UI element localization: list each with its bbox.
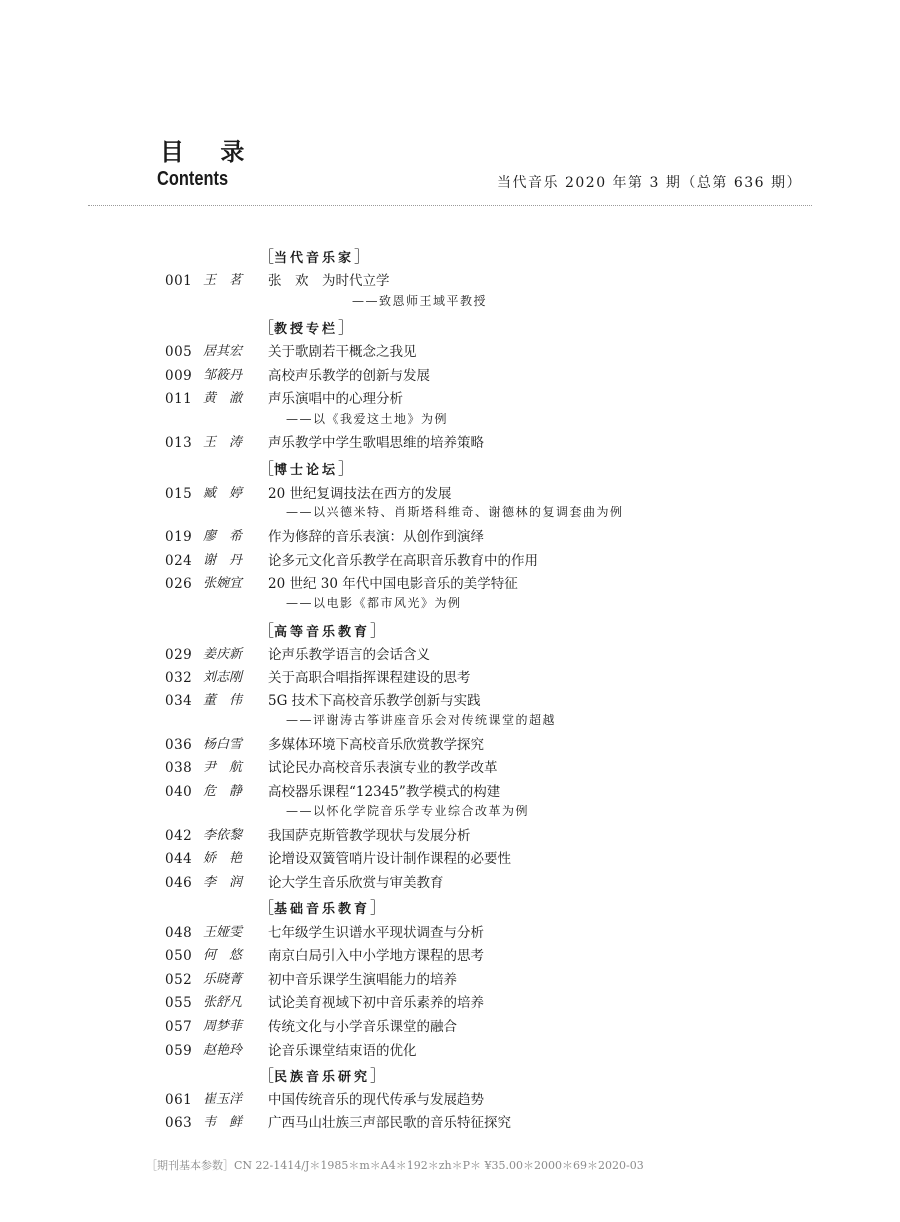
article-title: 5G 技术下高校音乐教学创新与实践 <box>268 693 481 709</box>
article-title: 声乐演唱中的心理分析 <box>268 391 403 407</box>
author: 姜庆新 <box>203 647 243 662</box>
article-title: 多媒体环境下高校音乐欣赏教学探究 <box>268 737 484 753</box>
author: 崔玉洋 <box>203 1092 243 1107</box>
page-number: 061 <box>165 1092 193 1108</box>
page-number: 042 <box>165 828 193 844</box>
author: 张婉宜 <box>203 576 243 591</box>
article-subtitle: ——以电影《都市风光》为例 <box>286 596 462 610</box>
article-title: 论多元文化音乐教学在高职音乐教育中的作用 <box>268 553 538 569</box>
section-name: 高等音乐教育 <box>274 625 371 640</box>
issue-info: 当代音乐 2020 年第 3 期（总第 636 期） <box>497 175 802 191</box>
article-title: 广西马山壮族三声部民歌的音乐特征探究 <box>268 1115 511 1131</box>
article-title: 七年级学生识谱水平现状调查与分析 <box>268 925 484 941</box>
article-subtitle: ——以怀化学院音乐学专业综合改革为例 <box>286 804 530 818</box>
page-number: 015 <box>165 486 193 502</box>
page-title-en: Contents <box>157 168 229 190</box>
page-number: 005 <box>165 344 193 360</box>
author: 杨白雪 <box>203 737 243 752</box>
page-number: 036 <box>165 737 193 753</box>
page-number: 024 <box>165 553 193 569</box>
article-title: 论大学生音乐欣赏与审美教育 <box>268 875 444 891</box>
article-subtitle: ——以兴德米特、肖斯塔科维奇、谢德林的复调套曲为例 <box>286 505 624 519</box>
author: 尹 航 <box>203 760 243 775</box>
author: 王 茗 <box>203 273 243 288</box>
page-number: 063 <box>165 1115 193 1131</box>
bracket: ［ <box>258 459 275 478</box>
article-subtitle: ——评谢涛古筝讲座音乐会对传统课堂的超越 <box>286 713 557 727</box>
page-number: 055 <box>165 995 193 1011</box>
section-heading <box>258 247 370 267</box>
author: 居其宏 <box>203 344 243 359</box>
bracket: ［ <box>258 621 275 640</box>
page-number: 040 <box>165 784 193 800</box>
article-title: 作为修辞的音乐表演：从创作到演绎 <box>268 529 484 545</box>
page-number: 034 <box>165 693 193 709</box>
section-heading <box>258 898 386 918</box>
author: 赵艳玲 <box>203 1043 243 1058</box>
article-title: 20 世纪复调技法在西方的发展 <box>268 486 452 502</box>
bracket: ］ <box>338 318 355 337</box>
article-subtitle: ——以《我爱这土地》为例 <box>286 412 449 426</box>
section-name: 当代音乐家 <box>274 251 355 266</box>
section-name: 博士论坛 <box>274 463 339 478</box>
article-title: 张 欢 为时代立学 <box>268 273 390 289</box>
article-title: 声乐教学中学生歌唱思维的培养策略 <box>268 435 484 451</box>
author: 李依黎 <box>203 828 243 843</box>
article-title: 高校器乐课程“12345”教学模式的构建 <box>268 784 501 800</box>
author: 廖 希 <box>203 529 243 544</box>
page-number: 029 <box>165 647 193 663</box>
article-title: 论音乐课堂结束语的优化 <box>268 1043 417 1059</box>
section-heading <box>258 318 354 338</box>
page-title-cn: 目 录 <box>160 138 259 166</box>
author: 王娅雯 <box>203 925 243 940</box>
page-number: 026 <box>165 576 193 592</box>
author: 张舒凡 <box>203 995 243 1010</box>
bracket: ］ <box>354 247 371 266</box>
bracket: ］ <box>370 1066 387 1085</box>
article-title: 关于高职合唱指挥课程建设的思考 <box>268 670 471 686</box>
page-number: 038 <box>165 760 193 776</box>
article-title: 我国萨克斯管教学现状与发展分析 <box>268 828 471 844</box>
article-title: 论增设双簧管哨片设计制作课程的必要性 <box>268 851 511 867</box>
section-heading <box>258 621 386 641</box>
article-title: 论声乐教学语言的会话含义 <box>268 647 430 663</box>
author: 臧 婷 <box>203 486 243 501</box>
bracket: ］ <box>338 459 355 478</box>
author: 王 涛 <box>203 435 243 450</box>
article-subtitle: ——致恩师王域平教授 <box>352 294 488 308</box>
page-number: 011 <box>165 391 193 407</box>
page-number: 057 <box>165 1019 193 1035</box>
page-number: 044 <box>165 851 193 867</box>
author: 周梦菲 <box>203 1019 243 1034</box>
page-number: 052 <box>165 972 193 988</box>
article-title: 初中音乐课学生演唱能力的培养 <box>268 972 457 988</box>
article-title: 高校声乐教学的创新与发展 <box>268 368 430 384</box>
author: 韦 鲜 <box>203 1115 243 1130</box>
article-title: 中国传统音乐的现代传承与发展趋势 <box>268 1092 484 1108</box>
page-number: 013 <box>165 435 193 451</box>
bracket: ［ <box>258 898 275 917</box>
author: 黄 澈 <box>203 391 243 406</box>
page-number: 050 <box>165 948 193 964</box>
author: 何 悠 <box>203 948 243 963</box>
author: 董 伟 <box>203 693 243 708</box>
bracket: ［ <box>258 1066 275 1085</box>
bracket: ］ <box>370 898 387 917</box>
page-number: 046 <box>165 875 193 891</box>
article-title: 关于歌剧若干概念之我见 <box>268 344 417 360</box>
page-number: 019 <box>165 529 193 545</box>
author: 危 静 <box>203 784 243 799</box>
author: 谢 丹 <box>203 553 243 568</box>
section-name: 教授专栏 <box>274 322 339 337</box>
page-number: 032 <box>165 670 193 686</box>
bracket: ［ <box>258 247 275 266</box>
dotted-divider <box>88 205 812 206</box>
article-title: 试论民办高校音乐表演专业的教学改革 <box>268 760 498 776</box>
journal-parameters: ［期刊基本参数］CN 22-1414/J＊1985＊m＊A4＊192＊zh＊P＊ ¥35.00＊2000＊69＊2020-03 <box>146 1159 644 1172</box>
section-heading <box>258 459 354 479</box>
page-number: 059 <box>165 1043 193 1059</box>
article-title: 20 世纪 30 年代中国电影音乐的美学特征 <box>268 576 518 592</box>
author: 乐晓菁 <box>203 972 243 987</box>
article-title: 试论美育视域下初中音乐素养的培养 <box>268 995 484 1011</box>
author: 刘志刚 <box>203 670 243 685</box>
page-number: 048 <box>165 925 193 941</box>
page-number: 009 <box>165 368 193 384</box>
author: 邹筱丹 <box>203 368 243 383</box>
author: 娇 艳 <box>203 851 243 866</box>
section-name: 基础音乐教育 <box>274 902 371 917</box>
bracket: ］ <box>370 621 387 640</box>
section-name: 民族音乐研究 <box>274 1070 371 1085</box>
page-number: 001 <box>165 273 193 289</box>
section-heading <box>258 1066 386 1086</box>
article-title: 传统文化与小学音乐课堂的融合 <box>268 1019 457 1035</box>
author: 李 润 <box>203 875 243 890</box>
bracket: ［ <box>258 318 275 337</box>
article-title: 南京白局引入中小学地方课程的思考 <box>268 948 484 964</box>
